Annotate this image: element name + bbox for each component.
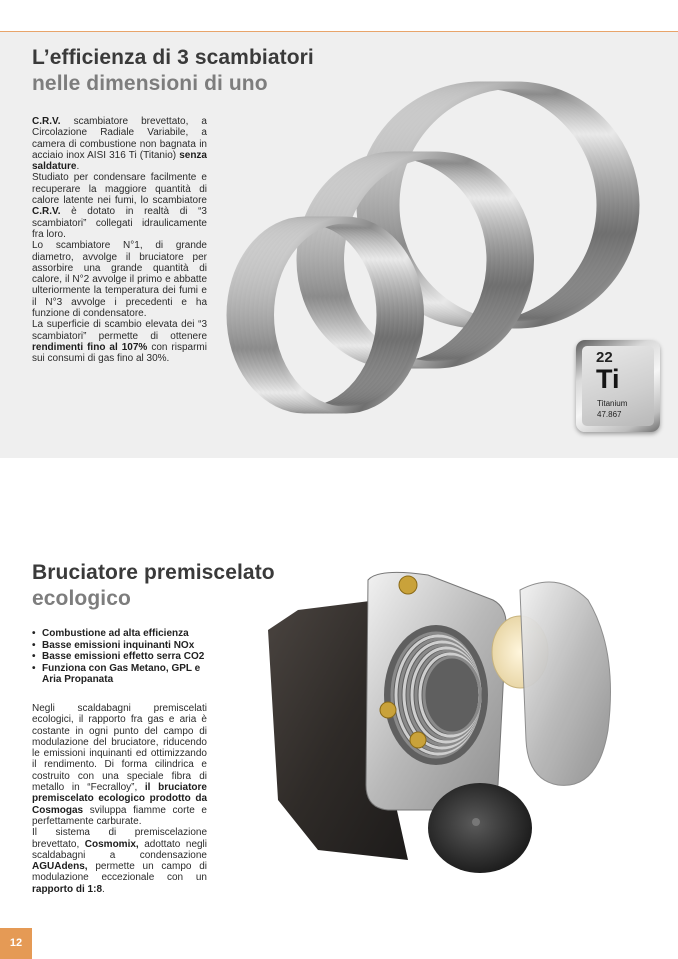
text-run: La superficie di scambio elevata dei “3 scambiatori” permette di ottenere	[32, 319, 207, 342]
section1-title-line1: L’efficienza di 3 scambiatori	[32, 46, 314, 69]
section1-paragraph	[32, 240, 207, 319]
bullet-item: • Funziona con Gas Metano, GPL e Aria Propanata	[32, 663, 212, 686]
text-run: .	[102, 883, 105, 895]
page-number: 12	[0, 928, 32, 959]
text-run: permette un campo di modulazione eccezionale con un	[32, 861, 207, 884]
element-name: Titanium	[597, 399, 628, 408]
bold-run: C.R.V.	[32, 206, 61, 218]
element-number: 22	[596, 349, 613, 366]
premix-burner-image	[258, 560, 668, 890]
aluminium-cover	[520, 582, 611, 785]
text-run: .	[76, 161, 80, 173]
text-run: Il sistema di premiscelazione brevettato,	[32, 827, 207, 850]
text-run: Lo scambiatore N°1, di grande diametro, avvolge il bruciatore per assorbire una grande quantità di calore, il N°2 avvolge il primo e abbatte ulteriormente la temperatura dei fumi e il N°3 avvolge i precedenti e ha funzione di condensatore.	[32, 240, 207, 320]
section1-body-text	[32, 116, 207, 365]
text-run: con risparmi sui consumi di gas fino al 30%.	[32, 341, 207, 365]
bold-run: Cosmomix,	[84, 838, 139, 850]
bullet-item: • Basse emissioni inquinanti NOx	[32, 640, 212, 652]
text-run: sviluppa fiamme corte e perfettamente carburate.	[32, 804, 207, 827]
section1-paragraph	[32, 319, 207, 364]
section2-paragraph	[32, 703, 207, 827]
section2-title	[32, 560, 275, 612]
bold-run: il bruciatore premiscelato ecologico prodotto da Cosmogas	[32, 782, 207, 816]
feature-bullet-list	[32, 628, 212, 686]
text-run: Negli scaldabagni premiscelati ecologici, il rapporto fra gas e aria è costante in ogni punto del campo di modulazione del bruciatore, riducendo le emissioni inquinanti ed ottimizzando il rendimento. Di forma cilindrica e costruito con una speciale fibra di metallo in “Fecralloy”,	[32, 703, 207, 794]
section1-paragraph	[32, 116, 207, 172]
element-symbol: Ti	[596, 364, 620, 394]
brass-fitting-left	[380, 702, 396, 718]
bold-run: C.R.V.	[32, 116, 61, 127]
bold-run: senza saldature	[32, 149, 207, 173]
section1-title-line2: nelle dimensioni di uno	[32, 72, 268, 95]
brass-fitting-top	[399, 576, 417, 594]
element-mass: 47.867	[597, 410, 622, 419]
bullet-item: • Combustione ad alta efficienza	[32, 628, 212, 640]
brass-fitting-bottom	[410, 732, 426, 748]
section2-body-text	[32, 703, 207, 895]
bold-run: rendimenti fino al 107%	[32, 341, 148, 353]
text-run: Studiato per condensare facilmente e recuperare la maggiore quantità di calore latente nei fumi, lo scambiatore	[32, 172, 207, 207]
section2-title-line1: Bruciatore premiscelato	[32, 561, 275, 584]
text-run: adottato negli scaldabagni a condensazione	[32, 838, 208, 861]
section1-paragraph	[32, 172, 207, 240]
section2-paragraph	[32, 827, 207, 895]
section2-title-line2: ecologico	[32, 587, 131, 610]
bold-run: rapporto di 1:8	[32, 883, 103, 895]
text-run: scambiatore brevettato, a Circolazione Radiale Variabile, a camera di combustione non bagnata in acciaio inox AISI 316 Ti (Titanio)	[32, 116, 207, 161]
bold-run: AGUAdens,	[32, 861, 88, 873]
titanium-element-tile	[576, 340, 660, 432]
fan-hub	[472, 818, 480, 826]
text-run: è dotato in realtà di “3 scambiatori” collegati idraulicamente fra loro.	[32, 206, 207, 240]
bullet-item: • Basse emissioni effetto serra CO2	[32, 651, 212, 663]
fan-motor	[428, 783, 532, 873]
